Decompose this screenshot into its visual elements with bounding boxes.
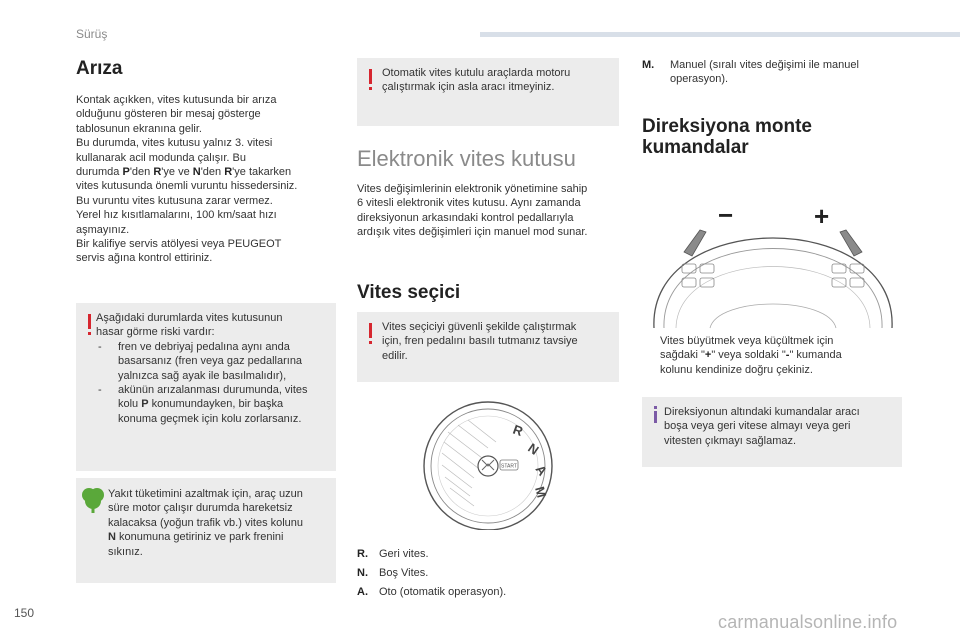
- selector-warning-box: [357, 312, 619, 382]
- eco-tip-box: [76, 478, 336, 583]
- info-icon: [654, 411, 657, 423]
- section-label: Sürüş: [76, 27, 108, 41]
- definition-text: Boş Vites.: [379, 567, 429, 579]
- definition-text: Geri vites.: [379, 548, 429, 560]
- selector-warning-text: Vites seçiciyi güvenli şekilde çalıştırmak için, fren pedalını basılı tutmanız tavsiye edilir.: [382, 321, 578, 362]
- gear-letter-a: A: [532, 462, 551, 479]
- electronic-gearbox-intro: Vites değişimlerinin elektronik yönetimine sahip 6 vitesli elektronik vites kutusu. Aynı zamanda direksiyonun arkasındaki kontrol pedallarıyla ardışık vites değişimleri için manuel mod sunar.: [357, 183, 588, 239]
- push-warning-text: Otomatik vites kutulu araçlarda motoru çalıştırmak için asla aracı itmeyiniz.: [382, 67, 571, 94]
- steering-wheel-illustration: [648, 168, 898, 330]
- gear-letter-r: R: [510, 421, 525, 440]
- definition-key: M.: [642, 59, 655, 71]
- left-paddle-minus: [684, 230, 706, 256]
- definition-key: R.: [357, 548, 368, 560]
- definition-m: [642, 58, 902, 87]
- definition-a: [357, 585, 506, 599]
- definition-n: [357, 566, 428, 580]
- wheel-spoke-line: [676, 267, 870, 329]
- eco-tip-text: Yakıt tüketimini azaltmak için, araç uzun süre motor çalışır durumda hareketsiz kalacaksa (yoğun trafik vb.) vites kolunu N konumuna getiriniz ve park frenini sıkınız.: [108, 488, 304, 558]
- gearbox-warning-box: [76, 303, 336, 471]
- page-number: 150: [14, 606, 35, 620]
- steering-controls-title: [642, 116, 812, 158]
- failure-body: Kontak açıkken, vites kutusunda bir arıza olduğunu gösteren bir mesaj gösterge tablosunun ekranına gelir. Bu durumda, vites kutusu yalnız 3. vitesi kullanarak acil modunda çalışır. Bu durumda P'den R'ye ve N'den R'ye takarken vites kutusunda önemli vuruntu hissedersiniz. Bu vuruntu vites kutusuna zarar vermez. Yerel hız kısıtlamalarını, 100 km/saat hızı aşmayınız. Bir kalifiye servis atölyesi veya PEUGEOT servis ağına kontrol ettiriniz.: [76, 94, 298, 265]
- header-bar: [480, 32, 960, 37]
- warning-icon: [88, 314, 91, 329]
- title-line-2: kumandalar: [642, 137, 749, 158]
- warning-icon: [369, 323, 372, 338]
- paddle-instruction: Vites büyütmek veya küçültmek için sağdaki "+" veya soldaki "-" kumanda kolunu kendinize doğru çekiniz.: [660, 335, 842, 376]
- gear-selector-illustration: [412, 398, 566, 530]
- info-text: Direksiyonun altındaki kumandalar aracı boşa veya geri vitese almayı veya geri vitesten çıkmayı sağlamaz.: [664, 406, 860, 447]
- gear-letter-n: N: [525, 440, 542, 458]
- start-label: START: [501, 463, 517, 470]
- eco-tree-icon: [80, 486, 106, 514]
- info-box: [642, 397, 902, 467]
- wheel-hub: [710, 304, 836, 328]
- definition-text: Manuel (sıralı vites değişimi ile manuel: [670, 59, 859, 71]
- definition-key: A.: [357, 586, 368, 598]
- gear-selector-title: Vites seçici: [357, 282, 461, 303]
- failure-title: Arıza: [76, 58, 123, 79]
- definition-text: operasyon).: [670, 73, 729, 86]
- gear-letter-m: M: [532, 484, 550, 500]
- title-line-1: Direksiyona monte: [642, 116, 812, 137]
- definition-r: [357, 547, 429, 561]
- right-paddle-plus: [840, 230, 862, 256]
- minus-label: −: [718, 200, 734, 230]
- gearbox-warning-text: Aşağıdaki durumlarda vites kutusunun hasar görme riski vardır: - fren ve debriyaj pedalına aynı anda basarsanız (fren veya gaz pedallarına yalnızca sağ ayak ile basılmalıdır), - akünün arızalanması durumunda, vites kolu P konumundayken, bir başka konuma geçmek için kolu zorlarsanız.: [96, 311, 332, 426]
- push-warning-box: [357, 58, 619, 126]
- definition-key: N.: [357, 567, 368, 579]
- watermark: carmanualsonline.info: [718, 612, 898, 632]
- electronic-gearbox-title: Elektronik vites kutusu: [357, 146, 576, 171]
- plus-label: +: [814, 201, 830, 231]
- definition-text: Oto (otomatik operasyon).: [379, 586, 507, 598]
- warning-icon: [369, 69, 372, 84]
